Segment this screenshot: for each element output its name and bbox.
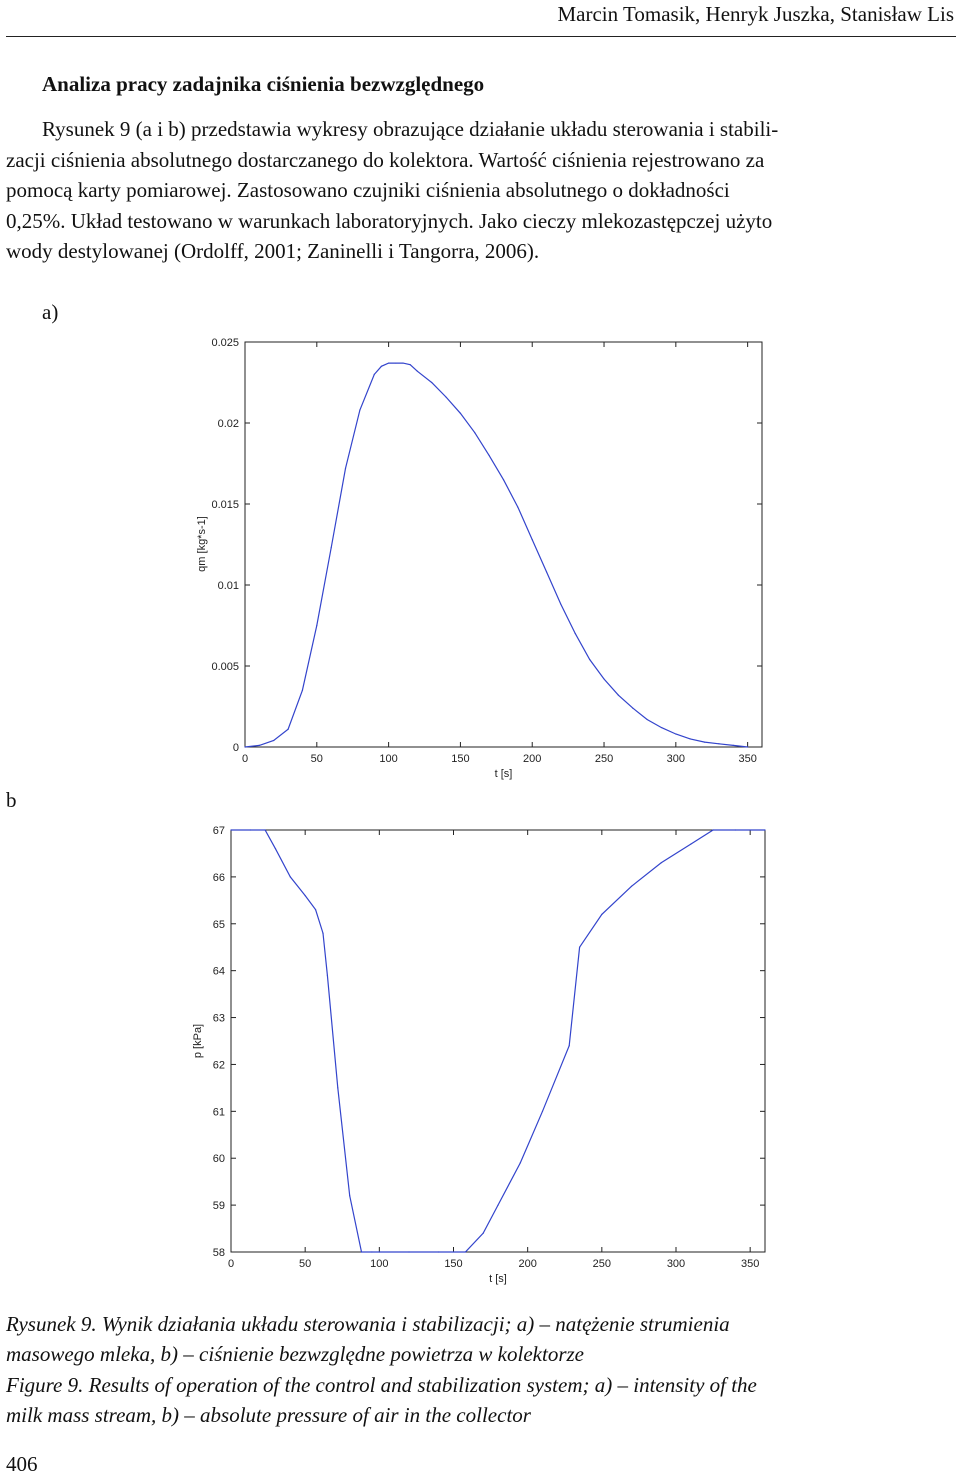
data-point	[381, 366, 382, 367]
data-point	[631, 886, 632, 887]
data-point	[474, 432, 475, 433]
data-point	[230, 829, 231, 830]
caption-polish	[6, 1309, 956, 1369]
data-point	[337, 1087, 338, 1088]
caption-en-line-1: Figure 9. Results of operation of the control and stabilization system; a) – intensity of the	[6, 1373, 757, 1397]
data-point	[735, 829, 736, 830]
data-point	[712, 829, 713, 830]
data-point	[374, 374, 375, 375]
data-point	[503, 479, 504, 480]
data-point	[287, 729, 288, 730]
data-point	[410, 364, 411, 365]
x-axis-label: t [s]	[489, 1273, 507, 1285]
data-point	[445, 396, 446, 397]
section-title: Analiza pracy zadajnika ciśnienia bezwzględnego	[42, 72, 485, 96]
x-tick-label: 50	[310, 753, 323, 765]
figure-label-a: a)	[42, 300, 59, 324]
x-tick-label: 150	[451, 753, 470, 765]
data-point	[265, 829, 266, 830]
caption-english	[6, 1370, 956, 1430]
data-point	[395, 362, 396, 363]
y-tick-label: 64	[212, 965, 225, 978]
data-point	[718, 743, 719, 744]
data-point	[483, 1233, 484, 1234]
x-tick-label: 200	[518, 1258, 537, 1270]
x-tick-label: 350	[740, 1258, 760, 1270]
y-tick-label: 0.01	[217, 580, 239, 592]
paragraph-line: Rysunek 9 (a i b) przedstawia wykresy obrazujące działanie układu sterowania i stabili-	[42, 117, 779, 141]
paragraph-line: zacji ciśnienia absolutnego dostarczanego do kolektora. Wartość ciśnienia rejestrowano za	[6, 147, 765, 172]
data-point	[589, 659, 590, 660]
x-tick-label: 150	[444, 1258, 463, 1270]
data-point	[661, 727, 662, 728]
data-point	[359, 409, 360, 410]
running-header-authors: Marcin Tomasik, Henryk Juszka, Stanisław Lis	[557, 2, 954, 26]
y-tick-label: 0.025	[211, 337, 239, 349]
data-point	[388, 362, 389, 363]
data-point	[438, 1251, 439, 1252]
data-point	[690, 843, 691, 844]
data-point	[402, 362, 403, 363]
y-axis-label: qm [kg*s-1]	[196, 516, 208, 572]
data-point	[489, 455, 490, 456]
data-point	[647, 719, 648, 720]
chart-a-flow-rate	[0, 320, 960, 790]
data-point	[632, 708, 633, 709]
data-point	[290, 876, 291, 877]
x-tick-label: 100	[379, 753, 398, 765]
plot-frame	[231, 830, 765, 1252]
y-tick-label: 67	[212, 825, 225, 837]
data-point	[661, 862, 662, 863]
y-tick-label: 0.015	[211, 499, 239, 511]
data-point	[603, 678, 604, 679]
data-point	[465, 1251, 466, 1252]
x-tick-label: 350	[738, 753, 757, 765]
y-tick-label: 0.02	[217, 418, 239, 430]
data-point	[302, 690, 303, 691]
data-point	[569, 1045, 570, 1046]
data-point	[244, 746, 245, 747]
data-point	[408, 1251, 409, 1252]
y-tick-label: 66	[212, 871, 225, 884]
data-point	[460, 413, 461, 414]
caption-pl-line-1: Rysunek 9. Wynik działania układu sterowania i stabilizacji; a) – natężenie strumienia	[6, 1312, 730, 1336]
data-point	[690, 738, 691, 739]
x-axis-label: t [s]	[494, 768, 513, 780]
y-tick-label: 0.005	[211, 661, 239, 673]
y-tick-label: 0	[232, 742, 239, 754]
data-point	[431, 382, 432, 383]
series-line	[231, 830, 765, 1252]
y-tick-label: 63	[212, 1012, 225, 1025]
data-point	[345, 468, 346, 469]
header-rule	[6, 36, 956, 37]
data-point	[542, 1111, 543, 1112]
y-tick-label: 60	[212, 1153, 225, 1166]
x-tick-label: 300	[666, 753, 686, 765]
caption-en-line-2: milk mass stream, b) – absolute pressure of air in the collector	[6, 1403, 531, 1427]
data-point	[733, 745, 734, 746]
paragraph-line: wody destylowanej (Ordolff, 2001; Zaninelli i Tangorra, 2006).	[6, 239, 540, 263]
x-tick-label: 250	[594, 753, 614, 765]
data-point	[618, 695, 619, 696]
data-point	[379, 1251, 380, 1252]
data-point	[273, 740, 274, 741]
plot-frame	[245, 342, 762, 747]
data-point	[520, 1162, 521, 1163]
data-point	[747, 746, 748, 747]
chart-b-pressure	[0, 810, 960, 1290]
data-point	[305, 895, 306, 896]
data-point	[327, 975, 328, 976]
y-axis-label: p [kPa]	[192, 1023, 204, 1059]
data-point	[361, 1251, 362, 1252]
data-point	[250, 829, 251, 830]
x-tick-label: 300	[666, 1258, 686, 1270]
x-tick-label: 0	[227, 1258, 235, 1270]
data-point	[532, 539, 533, 540]
x-tick-label: 100	[370, 1258, 389, 1270]
y-tick-label: 61	[212, 1106, 225, 1119]
data-point	[371, 1251, 372, 1252]
figure-label-b: b	[6, 788, 17, 812]
data-point	[259, 745, 260, 746]
y-tick-label: 65	[212, 918, 225, 931]
body-paragraph	[6, 114, 954, 267]
y-tick-label: 59	[212, 1200, 225, 1213]
data-point	[560, 604, 561, 605]
data-point	[704, 742, 705, 743]
y-tick-label: 58	[212, 1247, 225, 1259]
data-point	[517, 507, 518, 508]
data-point	[601, 914, 602, 915]
data-point	[764, 829, 765, 830]
x-tick-label: 200	[523, 753, 542, 765]
data-point	[316, 625, 317, 626]
data-point	[349, 1195, 350, 1196]
data-point	[497, 1205, 498, 1206]
data-point	[417, 371, 418, 372]
x-tick-label: 250	[592, 1258, 612, 1270]
data-point	[322, 933, 323, 934]
data-point	[546, 571, 547, 572]
paragraph-line: 0,25%. Układ testowano w warunkach laboratoryjnych. Jako cieczy mlekozastępczej użyto	[6, 208, 773, 233]
data-point	[275, 848, 276, 849]
page-number: 406	[6, 1452, 38, 1476]
series-line	[245, 363, 748, 747]
paragraph-line: pomocą karty pomiarowej. Zastosowano czujniki ciśnienia absolutnego o dokładności	[6, 178, 730, 202]
x-tick-label: 0	[241, 753, 249, 765]
data-point	[331, 547, 332, 548]
x-tick-label: 50	[299, 1258, 312, 1270]
data-point	[579, 947, 580, 948]
y-tick-label: 62	[212, 1059, 225, 1072]
data-point	[575, 633, 576, 634]
data-point	[675, 733, 676, 734]
caption-pl-line-2: masowego mleka, b) – ciśnienie bezwzględne powietrza w kolektorze	[6, 1342, 584, 1366]
data-point	[315, 909, 316, 910]
